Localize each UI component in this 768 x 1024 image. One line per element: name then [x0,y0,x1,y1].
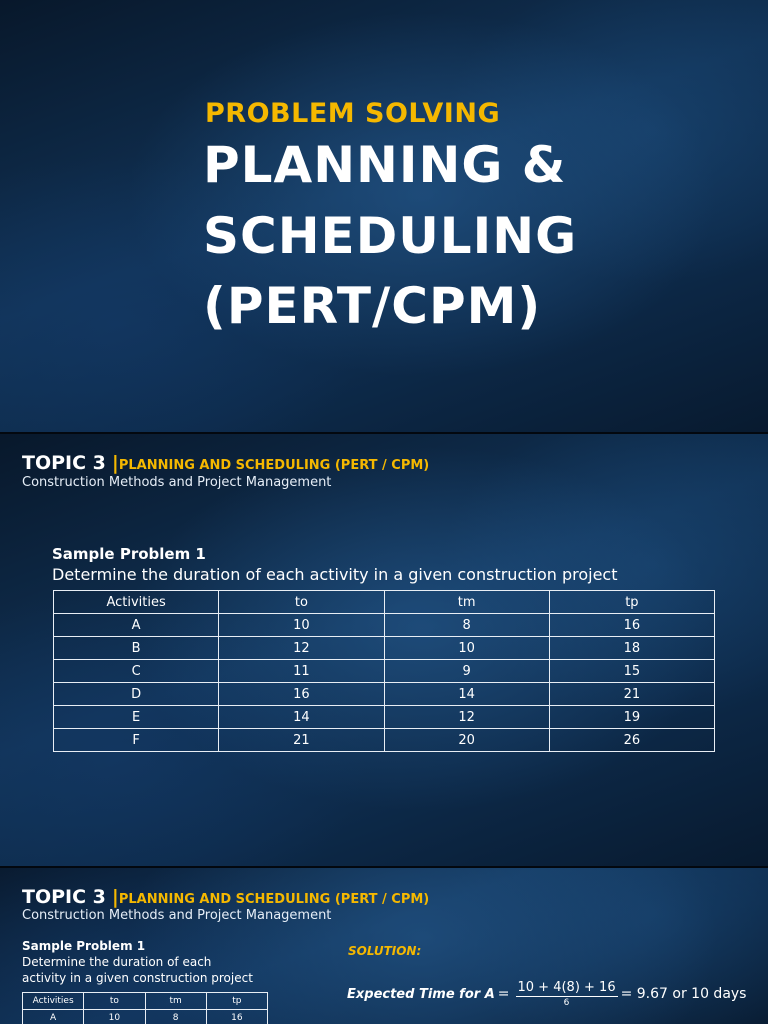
table-row [54,683,715,706]
topic-header [22,886,429,908]
problem-description: Determine the duration of each activity in a given construction project [52,565,618,584]
topic-number: TOPIC 3 [22,886,106,908]
topic-title: PLANNING AND SCHEDULING (PERT / CPM) [118,458,430,473]
course-name: Construction Methods and Project Management [22,475,332,490]
cell-tm: 12 [384,706,549,729]
cell-to: 10 [219,614,384,637]
topic-title: PLANNING AND SCHEDULING (PERT / CPM) [118,892,430,907]
problem-title: Sample Problem 1 [22,939,146,953]
durations-table-small [22,992,268,1024]
fraction-numerator: 10 + 4(8) + 16 [517,980,616,995]
cell-tm: 8 [145,1010,206,1024]
problem-slide [0,434,768,866]
expected-time-label: Expected Time for A [347,986,495,1002]
cell-activity: A [23,1010,84,1024]
durations-table [53,590,715,752]
table-row [23,1010,268,1024]
cell-tm: 9 [384,660,549,683]
topic-bar: | [111,886,119,908]
slide-title-line-1: PLANNING & [203,136,567,194]
topic-number: TOPIC 3 [22,452,106,474]
col-header-tm: tm [145,993,206,1010]
cell-tp: 16 [206,1010,267,1024]
solution-label: SOLUTION: [348,944,422,958]
col-header-tp: tp [206,993,267,1010]
expected-time-formula [347,980,746,1008]
cell-tm: 20 [384,729,549,752]
problem-description-line-1: Determine the duration of each [22,955,212,969]
col-header-to: to [219,591,384,614]
col-header-activities: Activities [23,993,84,1010]
cell-tp: 26 [549,729,714,752]
table-header-row [23,993,268,1010]
fraction-denominator: 6 [563,998,570,1008]
topic-header [22,452,429,474]
table-row [54,660,715,683]
table-row [54,706,715,729]
cell-activity: B [54,637,219,660]
table-row [54,614,715,637]
cell-tm: 14 [384,683,549,706]
table-row [54,637,715,660]
cell-tm: 8 [384,614,549,637]
cell-tm: 10 [384,637,549,660]
topic-bar: | [111,452,119,474]
fraction [516,980,618,1008]
cell-to: 16 [219,683,384,706]
cell-tp: 21 [549,683,714,706]
table-row [54,729,715,752]
cell-activity: D [54,683,219,706]
problem-title: Sample Problem 1 [52,545,206,563]
cell-to: 11 [219,660,384,683]
cell-tp: 18 [549,637,714,660]
solution-slide [0,868,768,1024]
slide-subtitle: PROBLEM SOLVING [205,98,501,129]
col-header-to: to [84,993,145,1010]
equals-sign: = [497,986,510,1002]
cell-activity: C [54,660,219,683]
slide-title-line-2: SCHEDULING [203,207,578,265]
col-header-tm: tm [384,591,549,614]
cell-tp: 19 [549,706,714,729]
slide-title-line-3: (PERT/CPM) [203,277,542,335]
expected-time-result: = 9.67 or 10 days [620,986,747,1002]
course-name: Construction Methods and Project Management [22,908,332,923]
cell-tp: 16 [549,614,714,637]
cell-to: 12 [219,637,384,660]
cell-tp: 15 [549,660,714,683]
cell-activity: A [54,614,219,637]
cell-activity: E [54,706,219,729]
problem-description-line-2: activity in a given construction project [22,971,253,985]
cell-to: 14 [219,706,384,729]
cell-to: 10 [84,1010,145,1024]
col-header-activities: Activities [54,591,219,614]
col-header-tp: tp [549,591,714,614]
cell-to: 21 [219,729,384,752]
table-header-row [54,591,715,614]
cell-activity: F [54,729,219,752]
title-slide [0,0,768,432]
